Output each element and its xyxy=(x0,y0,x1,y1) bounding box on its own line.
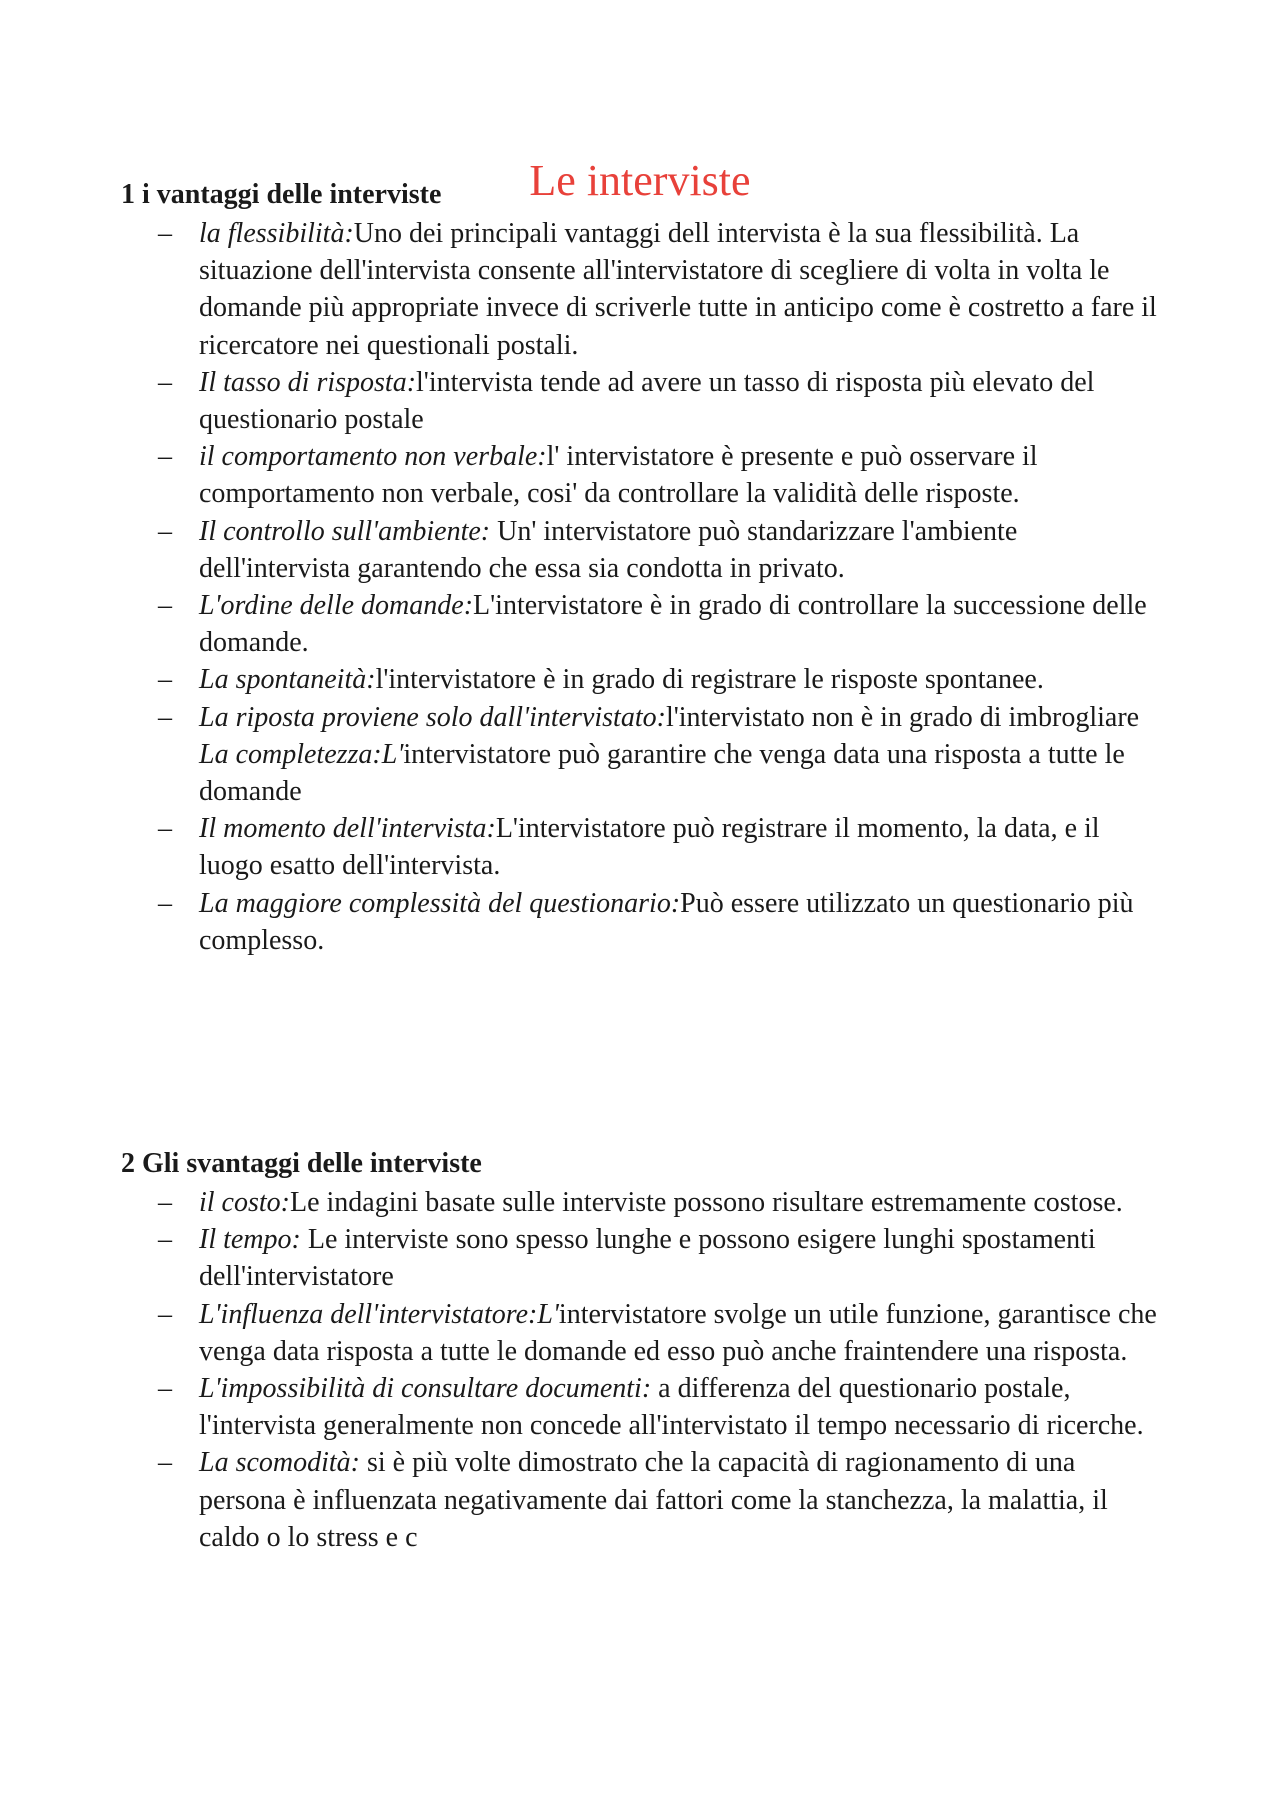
list-item xyxy=(0,1370,1169,1444)
item-text: l'intervista tende ad avere un tasso di risposta più elevato del questionario postale xyxy=(199,366,1095,436)
item-label: La maggiore complessità del questionario: xyxy=(199,887,681,919)
item-label: Il tasso di risposta: xyxy=(199,366,417,398)
list-item xyxy=(0,699,1169,736)
bullet-dash-icon: – xyxy=(158,813,172,845)
item-label: L'impossibilità di consultare documenti: xyxy=(199,1373,652,1405)
item-label: il comportamento non verbale: xyxy=(199,441,547,473)
item-label: La riposta proviene solo dall'intervistato: xyxy=(199,701,666,733)
bullet-dash-icon: – xyxy=(158,515,172,547)
item-text: l' intervistatore è presente e può osservare il comportamento non verbale, cosi' da controllare la validità delle risposte. xyxy=(199,441,1038,510)
item-text: Può essere utilizzato un questionario più complesso. xyxy=(199,887,1134,956)
item-text: Uno dei principali vantaggi dell intervista è la sua flessibilità. La situazione dell'intervista consente all'intervistatore di scegliere di volta in volta le domande più appropriate invece di scriverle tutte in anticipo come è costretto a fare il ricercatore nei questionali postali. xyxy=(199,218,1157,361)
list-item xyxy=(0,810,1169,884)
item-text: L'intervistatore può registrare il momento, la data, e il luogo esatto dell'intervista. xyxy=(199,813,1100,882)
bullet-dash-icon: – xyxy=(158,366,172,398)
item-text: intervistatore svolge un utile funzione, garantisce che venga data risposta a tutte le domande ed esso può anche fraintendere una risposta. xyxy=(199,1298,1157,1367)
bullet-dash-icon: – xyxy=(158,590,172,622)
section-heading-disadvantages: 2 Gli svantaggi delle interviste xyxy=(121,1148,482,1179)
item-label: Il controllo sull'ambiente: xyxy=(199,515,491,547)
list-item xyxy=(0,438,1169,512)
page-title: Le interviste xyxy=(529,156,751,206)
bullet-dash-icon: – xyxy=(158,218,172,249)
bullet-dash-icon: – xyxy=(158,1187,172,1218)
bullet-dash-icon: – xyxy=(158,887,172,919)
item-text: L'intervistatore è in grado di controllare la successione delle domande. xyxy=(199,590,1147,659)
list-item xyxy=(0,661,1169,698)
section-heading-advantages: 1 i vantaggi delle interviste xyxy=(121,179,442,210)
item-text: l'intervistatore è in grado di registrare le risposte spontanee. xyxy=(375,664,1044,696)
list-item xyxy=(0,587,1169,661)
bullet-dash-icon: – xyxy=(158,1298,172,1330)
item-label: Il momento dell'intervista: xyxy=(199,813,496,845)
item-label: il costo: xyxy=(199,1187,290,1218)
item-label: L'influenza dell'intervistatore:L' xyxy=(199,1298,559,1330)
list-item xyxy=(0,1184,1169,1221)
item-text: l'intervistato non è in grado di imbrogliare xyxy=(665,701,1140,733)
item-text: a differenza del questionario postale, l'intervista generalmente non concede all'intervistato il tempo necessario di ricerche. xyxy=(199,1373,1144,1442)
item-label: la flessibilità: xyxy=(199,218,354,249)
list-item xyxy=(0,513,1169,587)
item-label: L'ordine delle domande: xyxy=(199,590,474,622)
item-text: si è più volte dimostrato che la capacità di ragionamento di una persona è influenzata negativamente dai fattori come la stanchezza, la malattia, il caldo o lo stress e c xyxy=(199,1447,1108,1553)
bullet-dash-icon: – xyxy=(158,701,172,733)
item-label: La spontaneità: xyxy=(199,664,376,696)
item-text: Le interviste sono spesso lunghe e possono esigere lunghi spostamenti dell'intervistatore xyxy=(199,1224,1096,1293)
item-text: intervistatore può garantire che venga data una risposta a tutte le domande xyxy=(199,738,1125,808)
list-item xyxy=(0,215,1169,364)
advantages-list xyxy=(0,215,1169,959)
bullet-dash-icon: – xyxy=(158,441,172,473)
bullet-dash-icon: – xyxy=(158,1447,172,1479)
item-text: Le indagini basate sulle interviste possono risultare estremamente costose. xyxy=(290,1187,1123,1218)
disadvantages-list xyxy=(0,1184,1169,1556)
bullet-dash-icon: – xyxy=(158,1224,172,1256)
bullet-dash-icon: – xyxy=(158,664,172,696)
item-text: Un' intervistatore può standarizzare l'ambiente dell'intervista garantendo che essa sia condotta in privato. xyxy=(199,515,1018,584)
list-item xyxy=(0,885,1169,959)
list-item xyxy=(0,1444,1169,1556)
list-item xyxy=(0,736,1169,810)
list-item xyxy=(0,1221,1169,1295)
item-label: Il tempo: xyxy=(199,1224,301,1256)
list-item xyxy=(0,364,1169,438)
bullet-dash-icon: – xyxy=(158,1373,172,1405)
item-label: La scomodità: xyxy=(199,1447,360,1479)
list-item xyxy=(0,1296,1169,1370)
item-label: La completezza:L' xyxy=(199,738,404,770)
